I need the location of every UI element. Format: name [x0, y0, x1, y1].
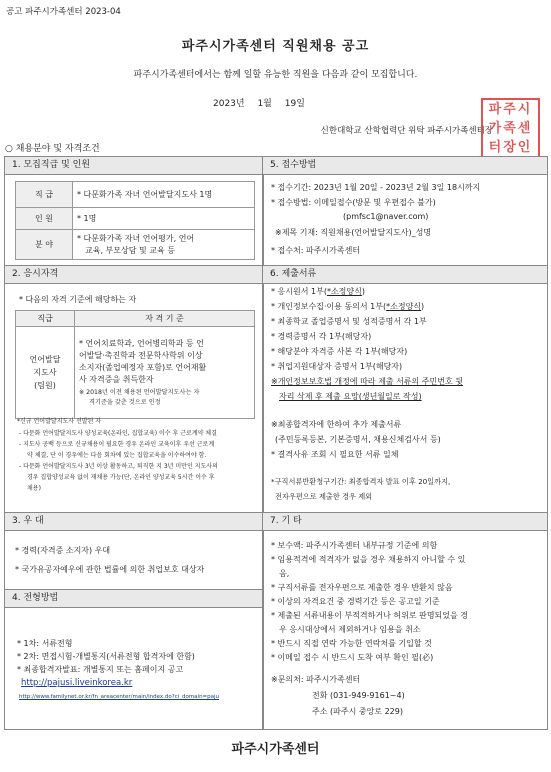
- qualification-table: [15, 310, 255, 419]
- section-preference-title: 3. 우 대: [5, 512, 263, 531]
- others-line: * 제출된 서류내용이 부적격하거나 허위로 판명되었을 경: [271, 611, 468, 620]
- document-item: * 취업지원대상자 증명서 1부(해당자): [271, 362, 403, 371]
- others-line: * 임용적격에 적격자가 없을 경우 채용하지 아니할 수 있: [271, 555, 466, 564]
- preference-line: * 국가유공자예우에 관한 법률에 의한 취업보호 대상자: [15, 565, 205, 574]
- criteria-line: 소지자(졸업예정자 포함)로 언어재활: [79, 362, 207, 372]
- qual-role: [16, 327, 75, 419]
- left-column: [4, 156, 264, 730]
- headcount-value: * 1명: [73, 208, 255, 230]
- preference-line: * 경력(자격증 소지자) 우대: [15, 546, 111, 555]
- document-item-text: * 응시원서 1부(: [271, 287, 327, 296]
- section-qualification-title: 2. 응시자격: [5, 265, 263, 284]
- new-hire-note: *신규 언어발달지도사 선발된 자: [17, 418, 102, 425]
- extra-line: 경우 집합양성교육 없이 재채용 가능(단, 온라인 양성교육 5시간 이수 후: [27, 474, 215, 481]
- extra-line: 약 체결, 단 이 경우에는 다음 회차에 있는 집합교육을 이수하여야 함.: [27, 452, 207, 459]
- criteria-line: 사 자격증을 취득한자: [79, 374, 154, 384]
- return-note-line: *구직서류반환청구기간: 최종합격자 발표 이후 20일까지,: [271, 477, 451, 486]
- form-suffix: ): [421, 302, 425, 311]
- others-line: * 반드시 직접 연락 가능한 연락처를 기입할 것: [271, 639, 432, 648]
- qual-header-criteria: 자 격 기 준: [75, 311, 255, 327]
- document-item: [271, 286, 365, 297]
- section-others-title: 7. 기 타: [263, 512, 547, 531]
- homepage-link[interactable]: http://pajusi.liveinkorea.kr: [21, 678, 133, 688]
- final-docs-line: ※최종합격자에 한하여 추가 제출서류: [271, 420, 402, 429]
- role-line: (팀원): [34, 381, 56, 390]
- extra-line: 채용): [27, 485, 41, 492]
- application-place: * 접수처: 파주시가족센터: [271, 246, 361, 255]
- return-note-line: 전자우편으로 제출한 경우 제외: [275, 492, 373, 501]
- section-recruit-title: 1. 모집직급 및 인원: [5, 157, 263, 175]
- document-item-text: * 개인정보수집·이용 동의서 1부(: [271, 302, 387, 311]
- document-item: * 해당분야 자격증 사본 각 1부(해당자): [271, 347, 408, 356]
- field-value: [73, 230, 255, 260]
- familynet-link[interactable]: http://www.familynet.or.kr/fn_areacenter/main/index.do?ci_domain=paju: [19, 694, 220, 700]
- document-item: [271, 301, 424, 312]
- others-line: * 이메일 접수 시 반드시 도착 여부 확인 필(必): [271, 653, 434, 662]
- field-label: 분 야: [16, 230, 73, 260]
- right-column: [262, 156, 548, 730]
- privacy-note-line: 자리 삭제 후 제출 요망(생년월일로 작성): [279, 392, 422, 401]
- criteria-line: 어발달·촉진학과 전문학사학위 이상: [79, 350, 203, 360]
- notice-date: 2023년 1월 19일: [213, 99, 305, 109]
- field-line: 교육, 부모상담 및 교육 등: [85, 245, 175, 255]
- role-line: 지도사: [33, 368, 57, 377]
- section-documents-title: 6. 제출서류: [263, 265, 547, 284]
- page-title: 파주시가족센터 직원채용 공고: [181, 39, 370, 54]
- extra-line: - 다문화 언어발달지도사 3년 이상 활동하고, 퇴직한 지 3년 미만인 지도사의: [19, 463, 218, 470]
- qualification-note: * 다음의 자격 기준에 해당하는 자: [19, 295, 137, 304]
- others-line: * 보수액: 파주시가족센터 내부규정 기준에 의함: [271, 541, 438, 550]
- document-item: * 최종학교 졸업증명서 및 성적증명서 각 1부: [271, 317, 427, 326]
- intro-text: 파주시가족센터에서는 함께 일할 유능한 직원을 다음과 같이 모집합니다.: [133, 70, 418, 80]
- criteria-note-line: ※ 2018년 이전 채용된 언어발달지도사는 자: [79, 388, 200, 396]
- document-number: 공고 파주시가족센터 2023-04: [6, 7, 121, 17]
- rank-label: 직 급: [16, 182, 73, 208]
- footer-logo: 파주시가족센터: [231, 742, 320, 757]
- criteria-line: * 언어치료학과, 언어병리학과 등 언: [79, 338, 204, 348]
- criteria-note-line: 격기준을 갖춘 것으로 인정: [89, 398, 161, 406]
- contact-label: ※문의처: 파주시가족센터: [271, 675, 361, 684]
- application-email[interactable]: (pmfsc1@naver.com): [343, 212, 429, 221]
- section-selection-title: 4. 전형방법: [5, 589, 263, 608]
- others-line: 음,: [279, 569, 290, 578]
- contact-address: 주소 (파주시 중앙로 229): [312, 707, 403, 716]
- field-line: * 다문화가족 자녀 언어평가, 언어: [77, 233, 195, 243]
- form-label: *소정양식: [326, 287, 362, 296]
- qual-header-role: 직급: [16, 311, 75, 327]
- selection-line: * 1차: 서류전형: [17, 639, 73, 648]
- document-item: * 경력증명서 각 1부(해당자): [271, 332, 372, 341]
- rank-value: * 다문화가족 자녀 언어발달지도사 1명: [73, 182, 255, 208]
- final-docs-line: * 결격사유 조회 시 필요한 서류 일체: [271, 450, 399, 459]
- privacy-note-line: ※개인정보보호법 개정에 따라 제출 서류의 주민번호 뒷: [271, 377, 463, 386]
- official-seal: 파주시 가족센 터장인: [481, 98, 540, 162]
- form-suffix: ): [361, 287, 365, 296]
- recruit-heading: ○ 채용분야 및 자격조건: [5, 144, 100, 154]
- extra-line: - 다문화 언어발달지도사 양성교육(온라인, 집합교육) 이수 후 근로계약 체결: [19, 430, 217, 437]
- extra-line: - 지도사 공백 등으로 신규채용이 필요한 경우 온라인 교육이후 우선 근로계: [19, 441, 215, 448]
- organization-name: 신한대학교 산학협력단 위탁 파주시가족센터장: [320, 126, 493, 136]
- headcount-label: 인 원: [16, 208, 73, 230]
- selection-line: * 최종합격자발표: 개별통지 또는 홈페이지 공고: [17, 665, 184, 674]
- section-application-title: 5. 접수방법: [263, 157, 547, 175]
- selection-line: * 2차: 면접시험-개별통지(서류전형 합격자에 한함): [17, 652, 195, 661]
- form-label: *소정양식: [386, 302, 422, 311]
- contact-phone: 전화 (031-949-9161~4): [312, 691, 405, 700]
- final-docs-line: (주민등록등본, 기본증명서, 채용신체검사서 등): [275, 435, 441, 444]
- application-method: * 접수방법: 이메일접수(방문 및 우편접수 불가): [271, 198, 436, 207]
- others-line: * 이상의 자격요건 중 경력기간 등은 공고일 기준: [271, 597, 440, 606]
- recruit-table: [15, 181, 255, 260]
- application-period: * 접수기간: 2023년 1월 20일 - 2023년 2월 3일 18시까지: [271, 183, 481, 192]
- email-subject-note: ※제목 기재: 직원채용(언어발달지도사)_성명: [275, 228, 432, 237]
- others-line: * 구직서류를 전자우편으로 제출한 경우 반환치 않음: [271, 583, 453, 592]
- others-line: 우 응시대상에서 제외하거나 임용을 취소: [279, 625, 421, 634]
- role-line: 언어발달: [29, 355, 61, 364]
- qual-criteria: [75, 327, 255, 419]
